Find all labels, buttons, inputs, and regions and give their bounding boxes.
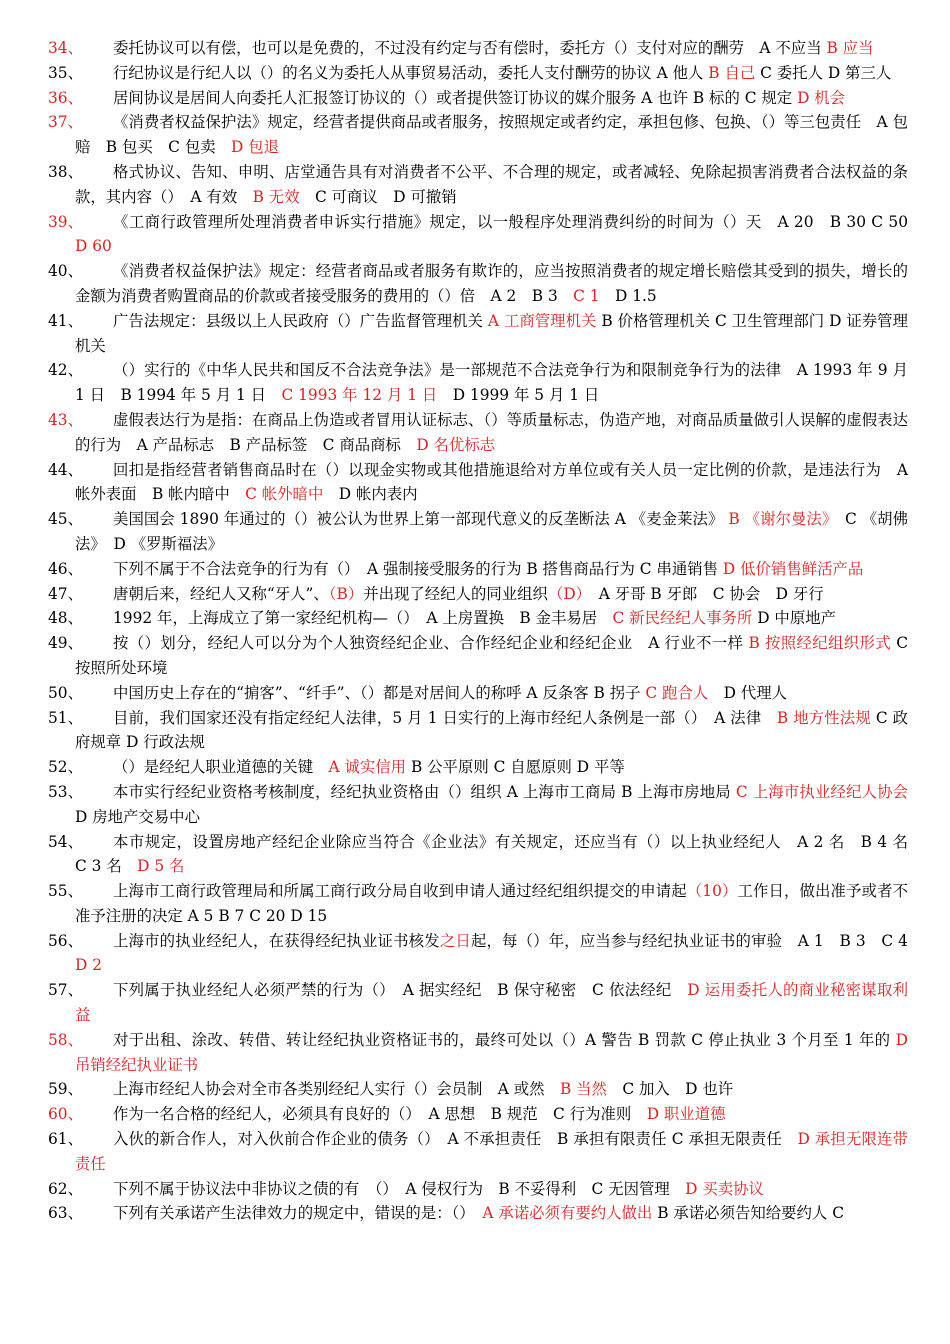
answer-text: C 跑合人 xyxy=(645,683,709,702)
question-text-segment: D 帐内表内 xyxy=(323,485,418,504)
question-text-segment: C 按照所处环境 xyxy=(75,634,909,677)
question-item xyxy=(0,830,950,880)
answer-text: D 包退 xyxy=(231,138,280,157)
question-text xyxy=(75,780,908,830)
question-text-segment: B 价格管理机关 C 卫生管理部门 D 证券管理机关 xyxy=(75,311,908,355)
question-list xyxy=(0,36,950,1226)
question-item xyxy=(0,110,950,160)
question-text-segment: （）实行的《中华人民共和国反不合法竞争法》是一部规范不合法竞争行为和限制竞争行为的法律 A 1993 年 9 月 1 日 B 1994 年 5 月 1 日 xyxy=(75,361,908,405)
question-text-segment: D 代理人 xyxy=(708,683,788,702)
question-text-segment: 《消费者权益保护法》规定：经营者商品或者服务有欺诈的，应当按照消费者的规定增长赔偿其受到的损失，增长的金额为消费者购置商品的价款或者接受服务的费用的（）倍 A 2 B 3 xyxy=(75,262,908,305)
question-text-segment: D 1999 年 5 月 1 日 xyxy=(437,386,600,405)
question-text xyxy=(75,210,924,260)
question-text-segment: 下列不属于不合法竞争的行为有（） A 强制接受服务的行为 B 搭售商品行为 C 串通销售 xyxy=(113,559,723,578)
question-text xyxy=(75,1028,908,1078)
question-number: 56、 xyxy=(48,931,83,950)
question-text xyxy=(75,978,908,1028)
question-number: 44、 xyxy=(48,460,83,479)
question-text-segment: 下列不属于协议法中非协议之债的有 （） A 侵权行为 B 不妥得利 C 无因管理 xyxy=(113,1179,686,1198)
answer-text: C 1993 年 12 月 1 日 xyxy=(281,386,438,405)
question-number: 35、 xyxy=(48,63,83,82)
question-text xyxy=(75,358,908,408)
question-text-segment: 唐朝后来，经纪人又称“牙人”、 xyxy=(113,584,329,603)
answer-text: D 吊销经纪执业证书 xyxy=(75,1030,908,1074)
question-number: 62、 xyxy=(48,1179,83,1198)
question-text-segment: 按（）划分，经纪人可以分为个人独资经纪企业、合作经纪企业和经纪企业 A 行业不一样 xyxy=(113,634,749,653)
answer-text: D 低价销售鲜活产品 xyxy=(722,559,864,578)
question-text xyxy=(75,1077,908,1102)
question-number: 47、 xyxy=(48,584,83,603)
question-text xyxy=(75,309,908,359)
question-text-segment: 上海市工商行政管理局和所属工商行政分局自收到申请人通过经纪组织提交的申请起 xyxy=(113,882,687,901)
question-text-segment: 起，每（）年，应当参与经纪执业证书的审验 A 1 B 3 C 4 xyxy=(470,931,924,950)
question-text xyxy=(75,1102,908,1127)
question-item xyxy=(0,358,950,408)
question-item xyxy=(0,210,950,260)
question-number: 57、 xyxy=(48,981,83,1000)
question-text xyxy=(75,1177,908,1202)
question-text-segment: 工作日，做出准予或者不准予注册的决定 A 5 B 7 C 20 D 15 xyxy=(75,882,908,925)
question-text xyxy=(75,582,908,607)
question-number: 48、 xyxy=(48,609,83,628)
question-text-segment: 作为一名合格的经纪人，必须具有良好的（） A 思想 B 规范 C 行为准则 xyxy=(113,1105,647,1124)
answer-text: D 职业道德 xyxy=(646,1105,726,1124)
question-text xyxy=(75,706,908,756)
question-item xyxy=(0,507,950,557)
question-number: 46、 xyxy=(48,559,83,578)
question-text xyxy=(75,507,908,557)
answer-text: B 应当 xyxy=(826,39,874,57)
answer-text: B 无效 xyxy=(252,187,300,206)
question-item xyxy=(0,582,950,607)
question-text xyxy=(75,755,908,780)
answer-text: （D） xyxy=(547,584,584,603)
question-text-segment: C 委托人 D 第三人 xyxy=(755,63,892,82)
answer-text: B 地方性法规 xyxy=(776,708,871,727)
question-item xyxy=(0,929,950,979)
question-item xyxy=(0,780,950,830)
question-text-segment: 并出现了经纪人的同业组织 xyxy=(363,584,548,603)
question-number: 53、 xyxy=(48,782,83,801)
answer-text: 之日 xyxy=(439,931,471,950)
question-text-segment: 委托协议可以有偿，也可以是免费的，不过没有约定与否有偿时，委托方（）支付对应的酬劳 A 不应当 xyxy=(113,39,827,57)
question-item xyxy=(0,978,950,1028)
answer-text: B 自己 xyxy=(708,63,756,82)
question-text-segment: 上海市的执业经纪人，在获得经纪执业证书核发 xyxy=(113,931,440,950)
question-text xyxy=(75,606,908,631)
answer-text: B 《谢尔曼法》 xyxy=(728,510,830,529)
question-text xyxy=(75,86,908,111)
question-text-segment: 对于出租、涂改、转借、转让经纪执业资格证书的，最终可处以（）A 警告 B 罚款 C 停止执业 3 个月至 1 年的 xyxy=(113,1030,896,1049)
question-text-segment: 虚假表达行为是指：在商品上伪造或者冒用认证标志、（）等质量标志，伪造产地，对商品质量做引人误解的虚假表达的行为 A 产品标志 B 产品标签 C 商品商标 xyxy=(75,410,908,454)
question-text xyxy=(75,61,908,86)
question-text xyxy=(75,830,924,880)
question-text xyxy=(75,929,924,979)
question-text xyxy=(75,1127,908,1177)
answer-text: C 上海市执业经纪人协会 xyxy=(735,782,909,801)
question-number: 61、 xyxy=(48,1130,83,1149)
question-text-segment: （）是经纪人职业道德的关键 xyxy=(113,758,329,777)
question-text-segment: C 可商议 D 可撤销 xyxy=(299,187,457,206)
answer-text: A 诚实信用 xyxy=(328,758,407,777)
question-text xyxy=(75,1201,908,1226)
question-number: 51、 xyxy=(48,708,83,727)
answer-text: （B） xyxy=(328,584,364,603)
answer-text: D 运用委托人的商业秘密谋取利益 xyxy=(75,981,908,1025)
question-number: 45、 xyxy=(48,510,83,529)
question-item xyxy=(0,755,950,780)
question-text xyxy=(75,36,908,61)
question-item xyxy=(0,631,950,681)
question-text-segment: 本市实行经纪业资格考核制度，经纪执业资格由（）组织 A 上海市工商局 B 上海市房地局 xyxy=(113,782,736,801)
question-item xyxy=(0,606,950,631)
question-text-segment: B 承诺必须告知给要约人 C xyxy=(652,1204,844,1223)
question-text xyxy=(75,408,908,458)
answer-text: A 工商管理机关 xyxy=(487,311,597,330)
answer-text: D 机会 xyxy=(797,88,846,107)
question-text-segment: D 中原地产 xyxy=(752,609,836,628)
question-text-segment: 中国历史上存在的“掮客”、“纤手”、（）都是对居间人的称呼 A 反条客 B 拐子 xyxy=(113,683,646,702)
question-item xyxy=(0,557,950,582)
answer-text: D 买卖协议 xyxy=(685,1179,764,1198)
question-text-segment: 格式协议、告知、申明、店堂通告具有对消费者不公平、不合理的规定，或者减轻、免除起损害消费者合法权益的条款，其内容（） A 有效 xyxy=(75,162,908,206)
question-text-segment: 回扣是指经营者销售商品时在（）以现金实物或其他措施退给对方单位或有关人员一定比例的价款，是违法行为 A 帐外表面 B 帐内暗中 xyxy=(75,460,908,504)
question-text-segment: 《消费者权益保护法》规定，经营者提供商品或者服务，按照规定或者约定，承担包修、包换、（）等三包责任 A 包赔 B 包买 C 包卖 xyxy=(75,113,908,157)
question-item xyxy=(0,1201,950,1226)
question-number: 50、 xyxy=(48,683,83,702)
question-text xyxy=(75,557,908,582)
question-item xyxy=(0,1077,950,1102)
question-text xyxy=(75,681,908,706)
answer-text: C 新民经纪人事务所 xyxy=(612,609,753,628)
question-number: 43、 xyxy=(48,410,83,429)
question-number: 59、 xyxy=(48,1080,83,1099)
question-text-segment: 广告法规定：县级以上人民政府（）广告监督管理机关 xyxy=(113,311,488,330)
question-item xyxy=(0,408,950,458)
question-item xyxy=(0,309,950,359)
question-item xyxy=(0,706,950,756)
question-item xyxy=(0,1127,950,1177)
question-text-segment: 美国国会 1890 年通过的（）被公认为世界上第一部现代意义的反垄断法 A 《麦金莱法》 xyxy=(113,510,729,529)
question-item xyxy=(0,458,950,508)
answer-text: D 名优标志 xyxy=(416,435,496,454)
question-text-segment: B 公平原则 C 自愿原则 D 平等 xyxy=(406,758,625,777)
question-text xyxy=(75,259,908,309)
question-text-segment: 1992 年，上海成立了第一家经纪机构—（） A 上房置换 B 金丰易居 xyxy=(113,609,613,628)
question-text-segment: D 房地产交易中心 xyxy=(75,807,200,826)
question-item xyxy=(0,86,950,111)
question-number: 40、 xyxy=(48,262,83,281)
question-number: 55、 xyxy=(48,882,83,901)
question-number: 36、 xyxy=(48,88,83,107)
question-number: 37、 xyxy=(48,113,83,132)
question-text-segment: 行纪协议是行纪人以（）的名义为委托人从事贸易活动，委托人支付酬劳的协议 A 他人 xyxy=(113,63,709,82)
question-text-segment: 下列有关承诺产生法律效力的规定中，错误的是：（） xyxy=(113,1204,483,1223)
question-number: 38、 xyxy=(48,162,83,181)
question-text-segment: C 加入 D 也许 xyxy=(606,1080,734,1099)
answer-text: D 5 名 xyxy=(137,857,185,876)
question-text-segment: 入伙的新合作人，对入伙前合作企业的债务（） A 不承担责任 B 承担有限责任 C 承担无限责任 xyxy=(113,1130,798,1149)
question-item xyxy=(0,681,950,706)
question-item xyxy=(0,160,950,210)
question-text-segment: 《工商行政管理所处理消费者申诉实行措施》规定，以一般程序处理消费纠纷的时间为（）天 A 20 B 30 C 50 xyxy=(113,212,924,231)
question-number: 52、 xyxy=(48,758,83,777)
answer-text: （10） xyxy=(686,882,738,901)
question-text xyxy=(75,458,908,508)
answer-text: C 1 xyxy=(573,286,600,305)
question-item xyxy=(0,879,950,929)
question-text-segment: 上海市经纪人协会对全市各类别经纪人实行（）会员制 A 或然 xyxy=(113,1080,560,1099)
question-text-segment: 本市规定，设置房地产经纪企业除应当符合《企业法》有关规定，还应当有（）以上执业经纪人 A 2 名 B 4 名 C 3 名 xyxy=(75,832,924,876)
question-text-segment: 目前，我们国家还没有指定经纪人法律，5 月 1 日实行的上海市经纪人条例是一部（） A 法律 xyxy=(113,708,777,727)
question-text xyxy=(75,110,908,160)
question-text-segment: A 牙哥 B 牙郎 C 协会 D 牙行 xyxy=(583,584,824,603)
question-number: 54、 xyxy=(48,832,83,851)
answer-text: B 当然 xyxy=(559,1080,607,1099)
question-item xyxy=(0,1177,950,1202)
answer-text: D 60 xyxy=(75,237,112,256)
question-text-segment: C 《胡佛法》 D 《罗斯福法》 xyxy=(75,510,908,553)
answer-text: D 承担无限连带责任 xyxy=(75,1130,908,1173)
question-item xyxy=(0,1102,950,1127)
answer-text: A 承诺必须有要约人做出 xyxy=(482,1204,653,1223)
question-number: 58、 xyxy=(48,1030,83,1049)
question-text-segment: 下列属于执业经纪人必须严禁的行为（） A 据实经纪 B 保守秘密 C 依法经纪 xyxy=(113,981,688,1000)
question-item xyxy=(0,259,950,309)
question-number: 63、 xyxy=(48,1204,83,1223)
question-text-segment: C 政府规章 D 行政法规 xyxy=(75,708,909,752)
question-item xyxy=(0,1028,950,1078)
question-number: 34、 xyxy=(48,39,83,57)
answer-text: C 帐外暗中 xyxy=(245,485,324,504)
answer-text: B 按照经纪组织形式 xyxy=(748,634,891,653)
question-item xyxy=(0,61,950,86)
question-text xyxy=(75,631,908,681)
question-number: 41、 xyxy=(48,311,83,330)
question-item xyxy=(0,36,950,61)
question-number: 39、 xyxy=(48,212,83,231)
question-text xyxy=(75,879,908,929)
question-number: 60、 xyxy=(48,1105,83,1124)
question-text xyxy=(75,160,908,210)
question-text-segment: 居间协议是居间人向委托人汇报签订协议的（）或者提供签订协议的媒介服务 A 也许 B 标的 C 规定 xyxy=(113,88,798,107)
question-number: 42、 xyxy=(48,361,83,380)
question-number: 49、 xyxy=(48,634,83,653)
question-text-segment: D 1.5 xyxy=(599,286,657,305)
answer-text: D 2 xyxy=(75,956,103,975)
